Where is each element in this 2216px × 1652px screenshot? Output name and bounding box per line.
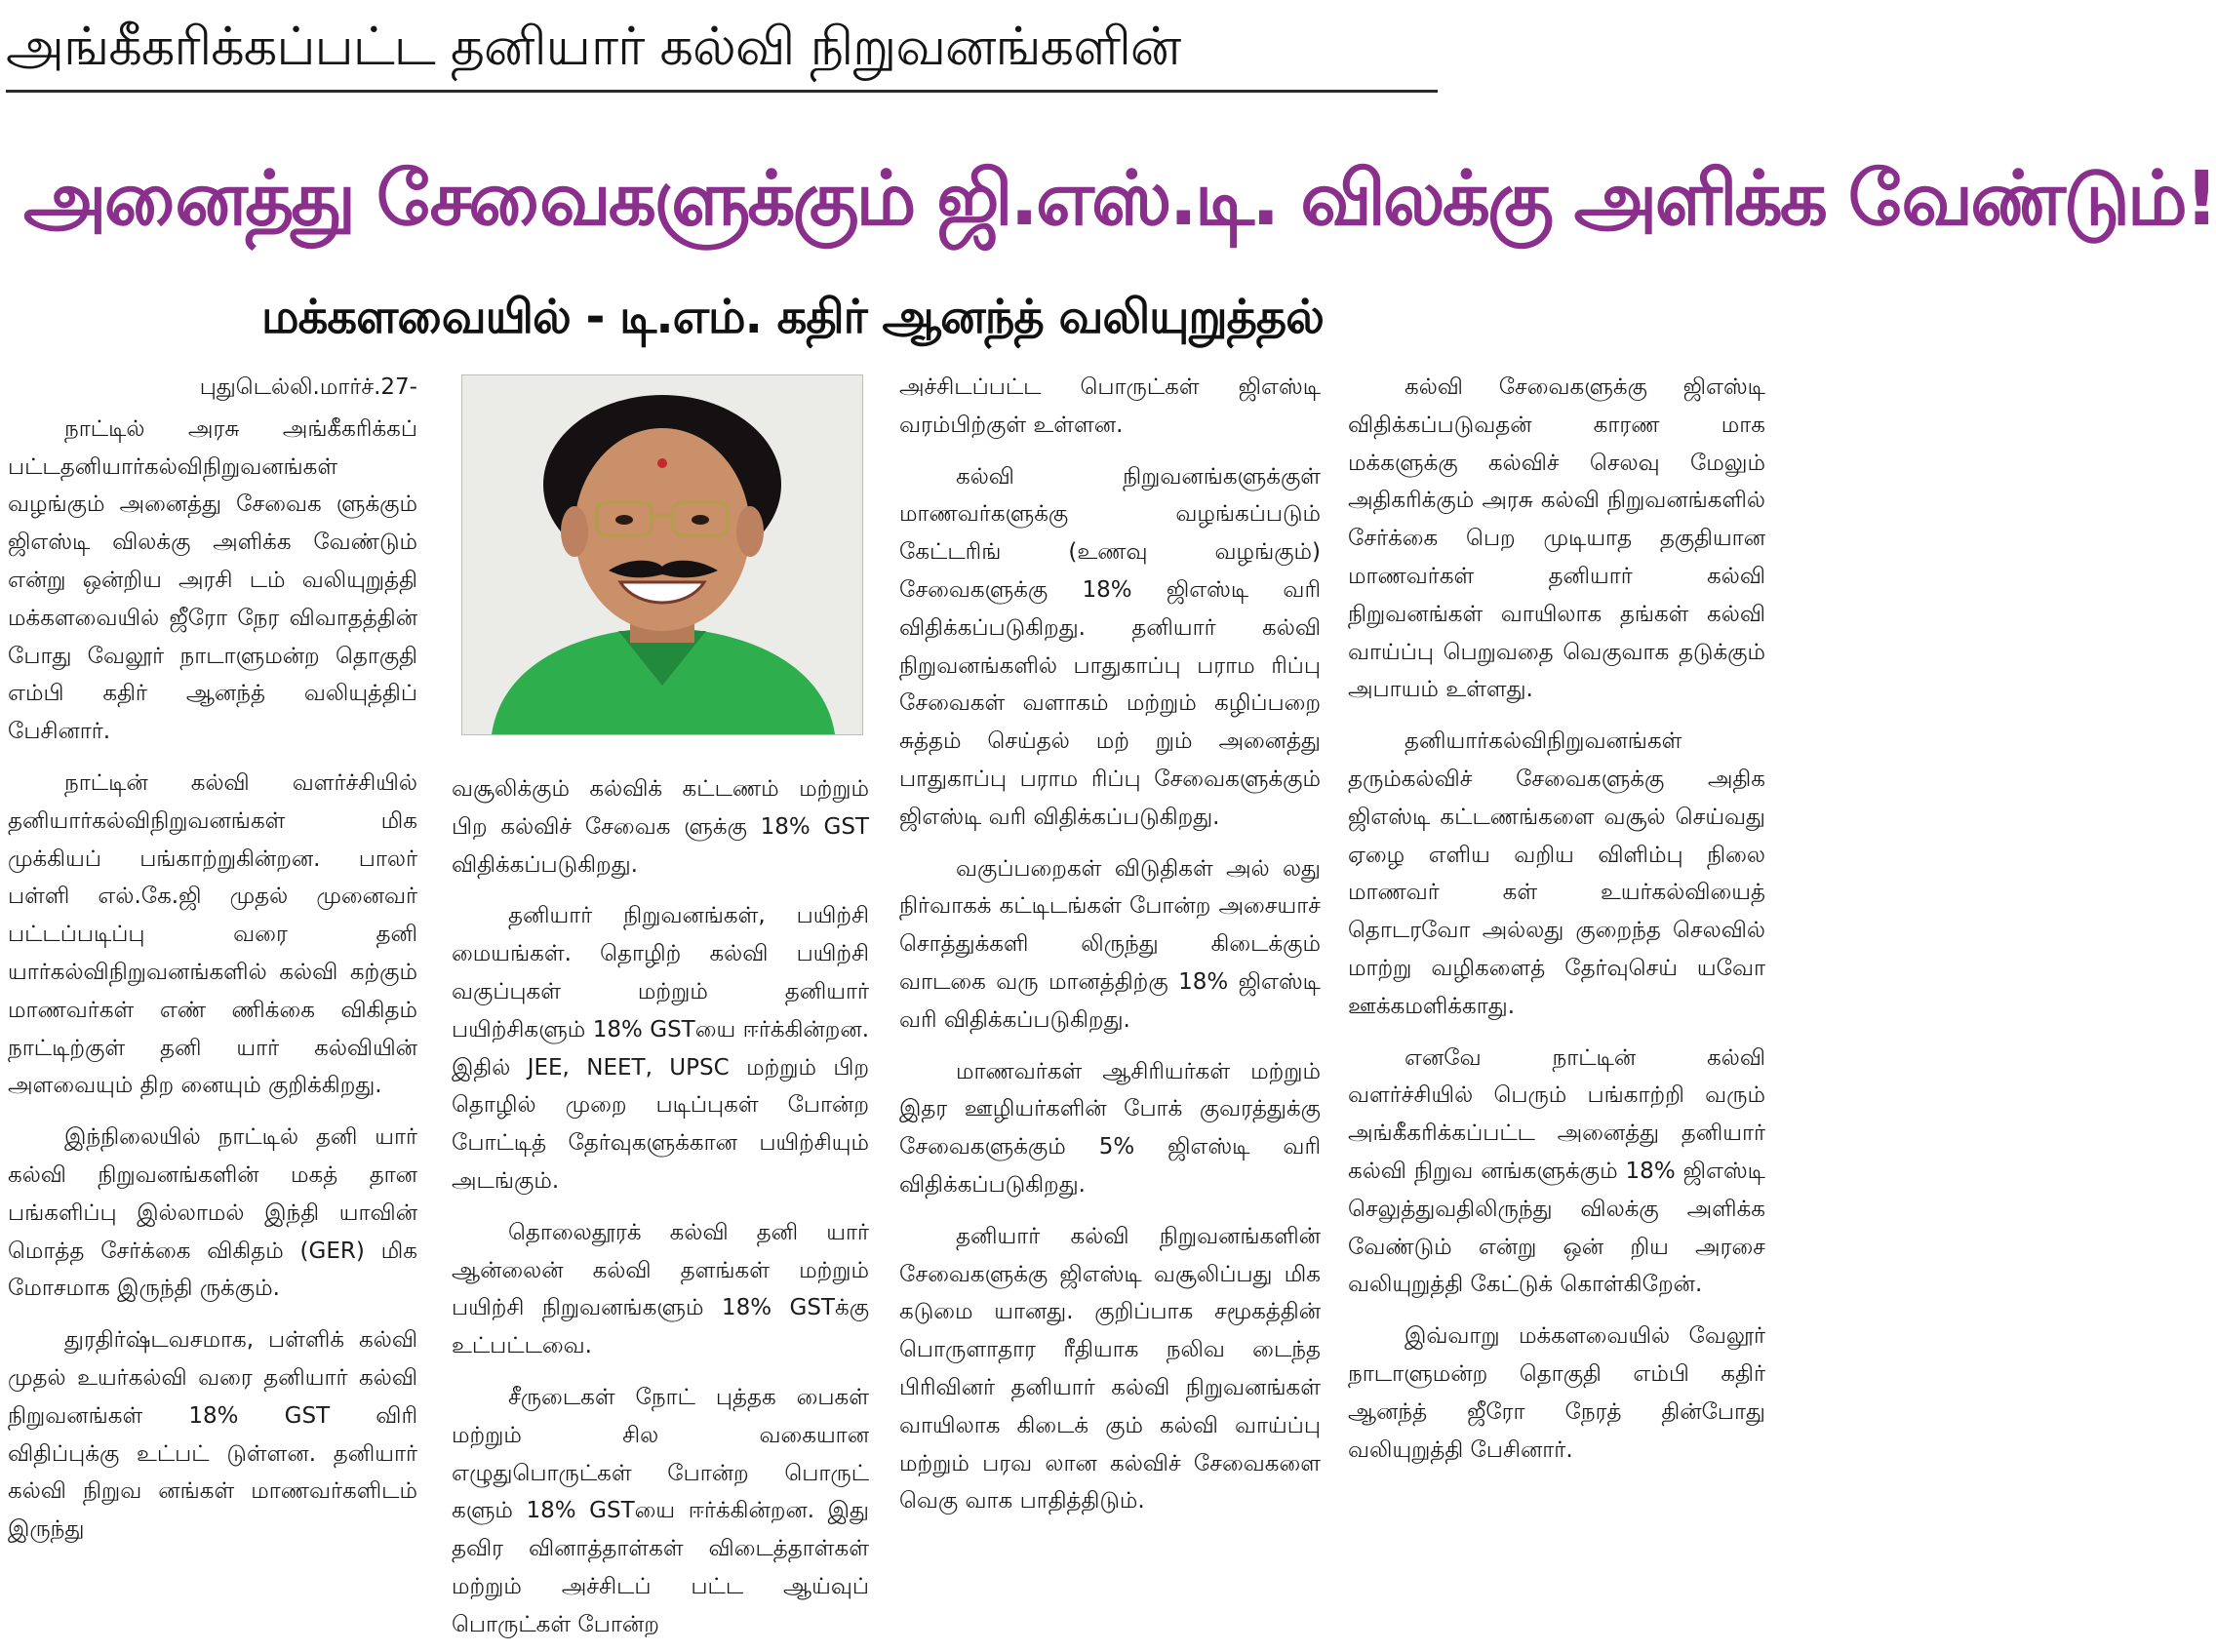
- paragraph: மாணவர்கள் ஆசிரியர்கள் மற்றும் இதர ஊழியர்களின் போக் குவரத்துக்கு சேவைகளுக்கும் 5% ஜிஎஸ்டி வரி விதிக்கப்படுகிறது.: [899, 1058, 1321, 1198]
- paragraph: துரதிர்ஷ்டவசமாக, பள்ளிக் கல்வி முதல் உயர்கல்வி வரை தனியார் கல்வி நிறுவனங்கள் 18% GST விரி விதிப்புக்கு உட்பட் டுள்ளன. தனியார் கல்வி நிறுவ னங்கள் மாணவர்களிடம் இருந்து: [8, 1327, 417, 1543]
- dateline: புதுடெல்லி.மார்ச்.27-: [199, 374, 417, 400]
- article-column-4: [1348, 369, 1765, 1642]
- paragraph: இவ்வாறு மக்களவையில் வேலூர் நாடாளுமன்ற தொகுதி எம்பி கதிர் ஆனந்த் ஜீரோ நேரத் தின்போது வலியுறுத்தி பேசினார்.: [1348, 1323, 1765, 1463]
- paragraph: கல்வி சேவைகளுக்கு ஜிஎஸ்டி விதிக்கப்படுவதன் காரண மாக மக்களுக்கு கல்விச் செலவு மேலும் அதிகரிக்கும் அரசு கல்வி நிறுவனங்களில் சேர்க்கை பெற முடியாத தகுதியான மாணவர்கள் தனியார் கல்வி நிறுவனங்கள் வாயிலாக தங்கள் கல்வி வாய்ப்பு பெறுவதை வெகுவாக தடுக்கும் அபாயம் உள்ளது.: [1348, 374, 1765, 703]
- kicker-divider: [6, 90, 1438, 93]
- paragraph: எனவே நாட்டின் கல்வி வளர்ச்சியில் பெரும் பங்காற்றி வரும் அங்கீகரிக்கப்பட்ட அனைத்து தனியார் கல்வி நிறுவ னங்களுக்கும் 18% ஜிஎஸ்டி செலுத்துவதிலிருந்து விலக்கு அளிக்க வேண்டும் என்று ஒன் றிய அரசை வலியுறுத்தி கேட்டுக் கொள்கிறேன்.: [1348, 1044, 1765, 1298]
- paragraph: தனியார் நிறுவனங்கள், பயிற்சி மையங்கள். தொழிற் கல்வி பயிற்சி வகுப்புகள் மற்றும் தனியார் பயிற்சிகளும் 18% GSTயை ஈர்க்கின்றன. இதில் JEE, NEET, UPSC மற்றும் பிற தொழில் முறை படிப்புகள் போன்ற போட்டித் தேர்வுகளுக்கான பயிற்சியும் அடங்கும்.: [452, 903, 869, 1194]
- article-column-3: [899, 369, 1321, 1642]
- article-column-2: [452, 770, 869, 1642]
- paragraph: அச்சிடப்பட்ட பொருட்கள் ஜிஎஸ்டி வரம்பிற்குள் உள்ளன.: [899, 374, 1321, 438]
- paragraph: தொலைதூரக் கல்வி தனி யார் ஆன்லைன் கல்வி தளங்கள் மற்றும் பயிற்சி நிறுவனங்களும் 18% GSTக்கு உட்பட்டவை.: [452, 1219, 869, 1359]
- paragraph: தனியார்கல்விநிறுவனங்கள் தரும்கல்விச் சேவைகளுக்கு அதிக ஜிஎஸ்டி கட்டணங்களை வசூல் செய்வது ஏழை எளிய வறிய விளிம்பு நிலை மாணவர் கள் உயர்கல்வியைத் தொடரவோ அல்லது குறைந்த செலவில் மாற்று வழிகளைத் தேர்வுசெய் யவோ ஊக்கமளிக்காது.: [1348, 728, 1765, 1019]
- paragraph: கல்வி நிறுவனங்களுக்குள் மாணவர்களுக்கு வழங்கப்படும் கேட்டரிங் (உணவு வழங்கும்) சேவைகளுக்கு 18% ஜிஎஸ்டி வரி விதிக்கப்படுகிறது. தனியார் கல்வி நிறுவனங்களில் பாதுகாப்பு பராம ரிப்பு சேவைகள் வளாகம் மற்றும் கழிப்பறை சுத்தம் செய்தல் மற் றும் அனைத்து பாதுகாப்பு பராம ரிப்பு சேவைகளுக்கும் ஜிஎஸ்டி வரி விதிக்கப்படுகிறது.: [899, 463, 1321, 830]
- article-column-1: [8, 369, 417, 1642]
- portrait-illustration: [462, 375, 862, 734]
- article-headline: அனைத்து சேவைகளுக்கும் ஜி.எஸ்.டி. விலக்கு அளிக்க வேண்டும்!: [23, 156, 2216, 243]
- article-kicker: அங்கீகரிக்கப்பட்ட தனியார் கல்வி நிறுவனங்களின்: [6, 16, 1181, 77]
- paragraph: சீருடைகள் நோட் புத்தக பைகள் மற்றும் சில வகையான எழுதுபொருட்கள் போன்ற பொருட் களும் 18% GSTயை ஈர்க்கின்றன. இது தவிர வினாத்தாள்கள் விடைத்தாள்கள் மற்றும் அச்சிடப் பட்ட ஆய்வுப் பொருட்கள் போன்ற: [452, 1384, 869, 1637]
- paragraph: நாட்டின் கல்வி வளர்ச்சியில் தனியார்கல்விநிறுவனங்கள் மிக முக்கியப் பங்காற்றுகின்றன. பாலர் பள்ளி எல்.கே.ஜி முதல் முனைவர் பட்டப்படிப்பு வரை தனி யார்கல்விநிறுவனங்களில் கல்வி கற்கும் மாணவர்கள் எண் ணிக்கை விகிதம் நாட்டிற்குள் தனி யார் கல்வியின் அளவையும் திற னையும் குறிக்கிறது.: [8, 769, 417, 1099]
- paragraph: நாட்டில் அரசு அங்கீகரிக்கப் பட்டதனியார்கல்விநிறுவனங்கள் வழங்கும் அனைத்து சேவைக ளுக்கும் ஜிஎஸ்டி விலக்கு அளிக்க வேண்டும் என்று ஒன்றிய அரசி டம் வலியுறுத்தி மக்களவையில் ஜீரோ நேர விவாதத்தின் போது வேலூர் நாடாளுமன்ற தொகுதி எம்பி கதிர் ஆனந்த் வலியுத்திப் பேசினார்.: [8, 415, 417, 745]
- paragraph: இந்நிலையில் நாட்டில் தனி யார் கல்வி நிறுவனங்களின் மகத் தான பங்களிப்பு இல்லாமல் இந்தி யாவின் மொத்த சேர்க்கை விகிதம் (GER) மிக மோசமாக இருந்தி ருக்கும்.: [8, 1124, 417, 1302]
- article-subhead: மக்களவையில் - டி.எம். கதிர் ஆனந்த் வலியுறுத்தல்: [261, 290, 1324, 344]
- paragraph: வகுப்பறைகள் விடுதிகள் அல் லது நிர்வாகக் கட்டிடங்கள் போன்ற அசையாச் சொத்துக்களி லிருந்து கிடைக்கும் வாடகை வரு மானத்திற்கு 18% ஜிஎஸ்டி வரி விதிக்கப்படுகிறது.: [899, 855, 1321, 1033]
- paragraph: வசூலிக்கும் கல்விக் கட்டணம் மற்றும் பிற கல்விச் சேவைக ளுக்கு 18% GST விதிக்கப்படுகிறது.: [452, 776, 869, 878]
- portrait-photo: [461, 374, 863, 735]
- paragraph: தனியார் கல்வி நிறுவனங்களின் சேவைகளுக்கு ஜிஎஸ்டி வசூலிப்பது மிக கடுமை யானது. குறிப்பாக சமூகத்தின் பொருளாதார ரீதியாக நலிவ டைந்த பிரிவினர் தனியார் கல்வி நிறுவனங்கள் வாயிலாக கிடைக் கும் கல்வி வாய்ப்பு மற்றும் பரவ லான கல்விச் சேவைகளை வெகு வாக பாதித்திடும்.: [899, 1223, 1321, 1514]
